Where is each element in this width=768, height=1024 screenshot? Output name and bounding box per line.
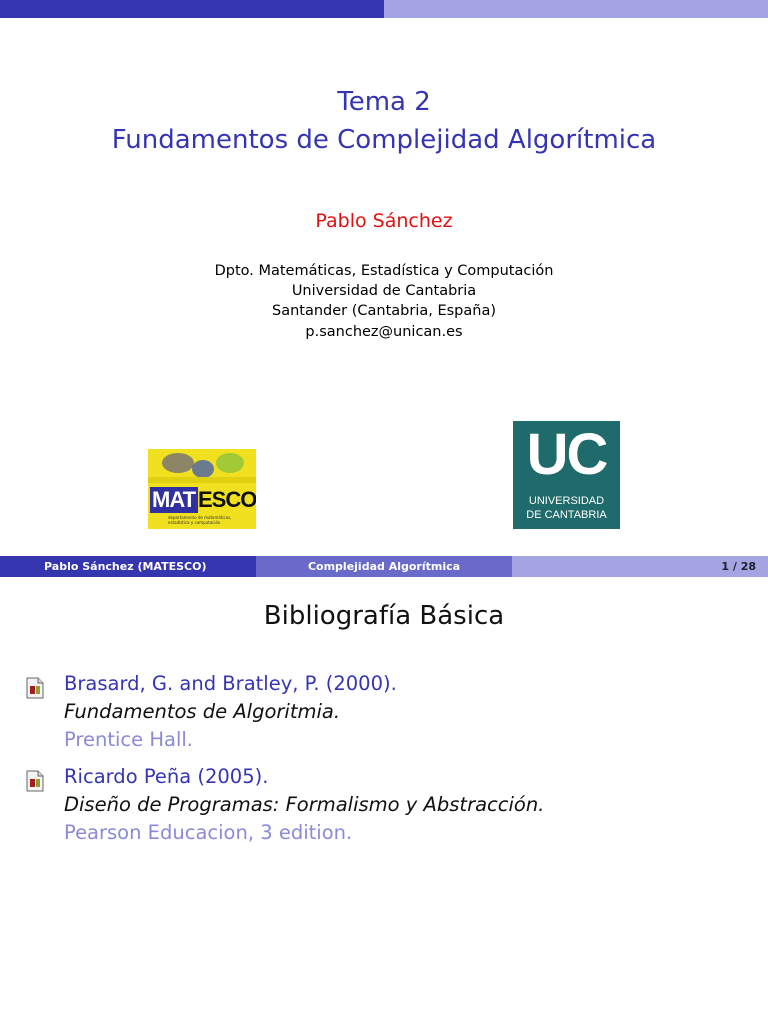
institution-email: p.sanchez@unican.es (305, 324, 463, 340)
uc-logo-initials: UC (526, 422, 607, 487)
institution-line-2: Universidad de Cantabria (291, 283, 477, 299)
reference-publisher: Pearson Educacion, 3 edition. (64, 821, 353, 844)
author-name: Pablo Sánchez (315, 210, 453, 232)
slide-title-line2: Fundamentos de Complejidad Algorítmica (111, 125, 657, 155)
top-bar (0, 0, 768, 18)
footer-title: Complejidad Algorítmica (256, 556, 512, 577)
institution-line-3: Santander (Cantabria, España) (272, 303, 496, 319)
reference-authors: Ricardo Peña (2005). (64, 765, 269, 788)
slide-title-line1: Tema 2 (337, 87, 431, 117)
matesco-logo-subtext: departamento de matemáticas, estadística y computación (168, 515, 232, 525)
reference-publisher: Prentice Hall. (64, 728, 193, 751)
bibliography-slide (0, 593, 768, 1024)
reference-title: Fundamentos de Algoritmia. (64, 700, 341, 723)
article-icon (26, 770, 44, 792)
reference-text (64, 764, 764, 846)
reference-authors: Brasard, G. and Bratley, P. (2000). (64, 672, 397, 695)
reference-title: Diseño de Programas: Formalismo y Abstracción. (64, 793, 545, 816)
uc-logo (513, 421, 620, 529)
top-bar-left (0, 0, 384, 18)
article-icon (26, 677, 44, 699)
reference-text (64, 671, 764, 753)
matesco-logo-text-2: ESCO (198, 487, 256, 512)
footer-author: Pablo Sánchez (MATESCO) (0, 556, 256, 577)
top-bar-right (384, 0, 768, 18)
slide-footer (0, 556, 768, 577)
institution-line-1: Dpto. Matemáticas, Estadística y Computación (214, 263, 554, 279)
matesco-logo (148, 449, 256, 529)
bibliography-title: Bibliografía Básica (263, 601, 505, 631)
uc-logo-line2: DE CANTABRIA (526, 509, 607, 521)
uc-logo-line1: UNIVERSIDAD (528, 495, 605, 507)
matesco-logo-text-1: MAT (152, 487, 196, 512)
footer-page-number: 1 / 28 (512, 556, 768, 577)
